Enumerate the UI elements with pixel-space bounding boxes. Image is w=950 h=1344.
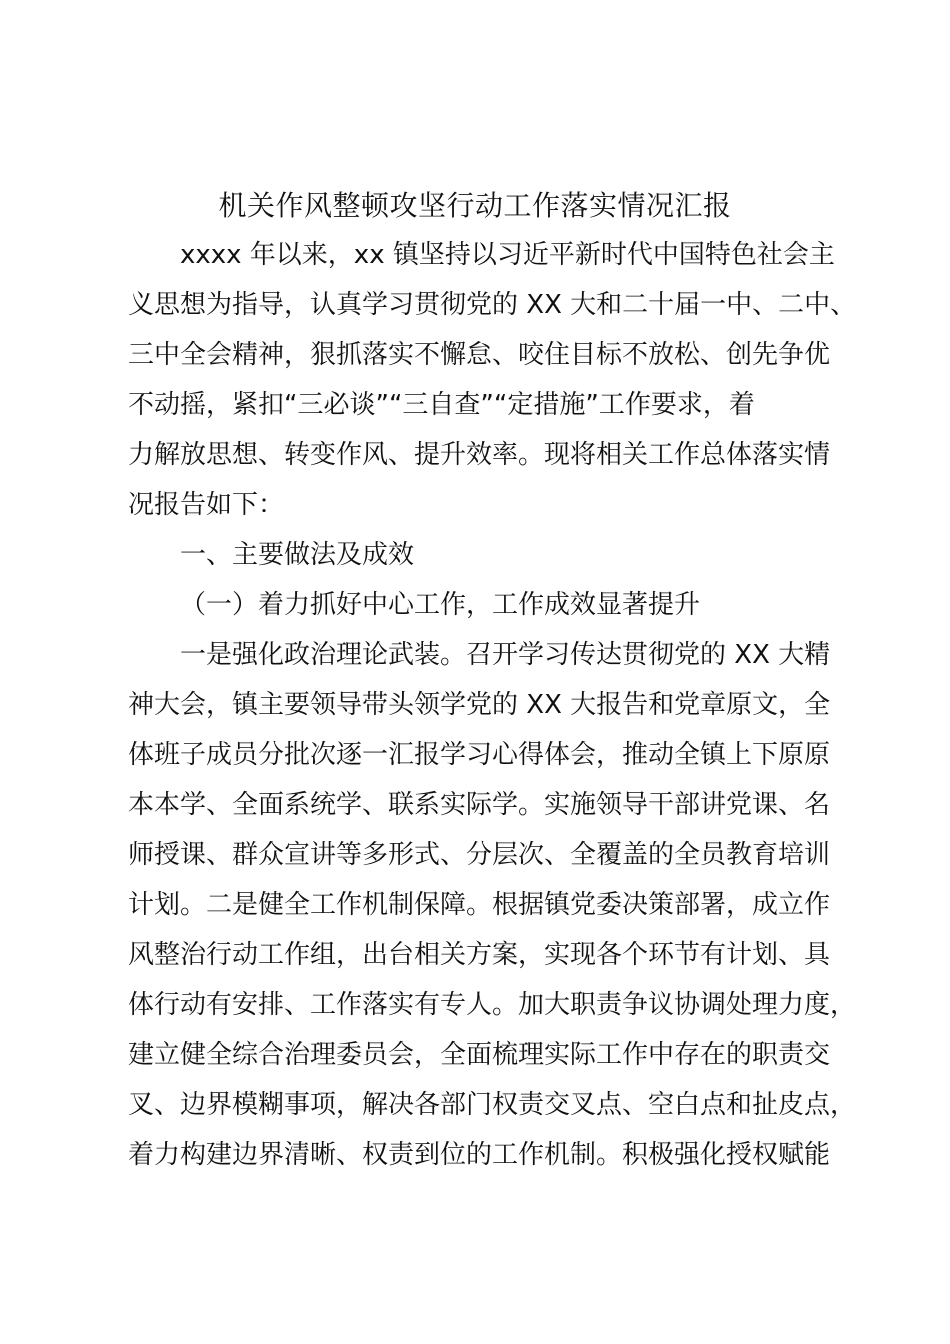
body-line: 着力构建边界清晰、权责到位的工作机制。积极强化授权赋能: [128, 1140, 831, 1170]
body-line: 力解放思想、转变作风、提升效率。现将相关工作总体落实情: [128, 440, 831, 470]
body-line: 三中全会精神，狠抓落实不懈怠、咬住目标不放松、创先争优: [128, 340, 831, 370]
body-line: 义思想为指导，认真学习贯彻党的 XX 大和二十届一中、二中、: [128, 290, 857, 320]
body-line: 师授课、群众宣讲等多形式、分层次、全覆盖的全员教育培训: [128, 840, 831, 870]
body-line: 神大会，镇主要领导带头领学党的 XX 大报告和党章原文，全: [128, 690, 831, 720]
body-line: 况报告如下：: [128, 490, 285, 520]
body-line: 本本学、全面系统学、联系实际学。实施领导干部讲党课、名: [128, 790, 831, 820]
subsection-heading: （一）着力抓好中心工作，工作成效显著提升: [180, 590, 701, 620]
body-line: 风整治行动工作组，出台相关方案，实现各个环节有计划、具: [128, 940, 831, 970]
document-title: 机关作风整顿攻坚行动工作落实情况汇报: [218, 189, 732, 222]
body-line: 体班子成员分批次逐一汇报学习心得体会，推动全镇上下原原: [128, 740, 831, 770]
body-line: 体行动有安排、工作落实有专人。加大职责争议协调处理力度，: [128, 990, 857, 1020]
body-line: 叉、边界模糊事项，解决各部门权责交叉点、空白点和扯皮点，: [128, 1090, 857, 1120]
body-line: xxxx 年以来，xx 镇坚持以习近平新时代中国特色社会主: [180, 240, 835, 270]
body-line: 一是强化政治理论武装。召开学习传达贯彻党的 XX 大精: [180, 640, 831, 670]
body-line: 建立健全综合治理委员会，全面梳理实际工作中存在的职责交: [128, 1040, 831, 1070]
section-heading: 一、主要做法及成效: [180, 540, 415, 570]
body-line: 计划。二是健全工作机制保障。根据镇党委决策部署，成立作: [128, 890, 831, 920]
body-line: 不动摇，紧扣“三必谈”“三自查”“定措施”工作要求，着: [128, 390, 755, 420]
